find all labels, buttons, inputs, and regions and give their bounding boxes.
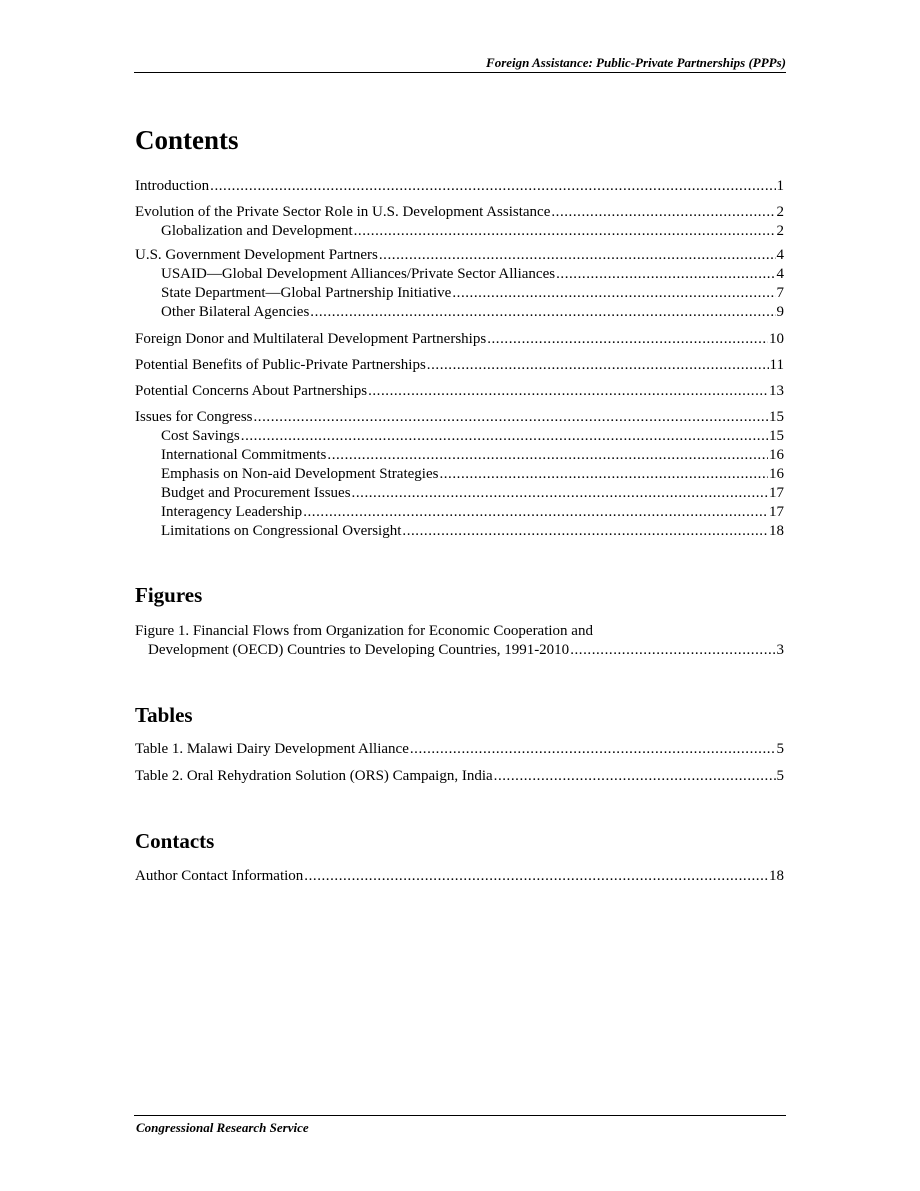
table-entry[interactable]: Table 1. Malawi Dairy Development Alliance . . . 5 [135, 740, 784, 759]
toc-contents [135, 330, 784, 349]
toc-entry[interactable]: USAID—Global Development Alliances/Private Sector Alliances . . . 4 [135, 265, 784, 284]
toc-entry[interactable]: Limitations on Congressional Oversight . . . 18 [135, 522, 784, 541]
contents-heading: Contents [135, 125, 239, 155]
header-rule [134, 72, 786, 73]
footer-rule [134, 1115, 786, 1116]
toc-entry[interactable]: Budget and Procurement Issues . . . 17 [135, 484, 784, 503]
toc-figures [135, 622, 784, 660]
toc-entry[interactable]: International Commitments . . . 16 [135, 446, 784, 465]
running-footer: Congressional Research Service [136, 1120, 309, 1135]
toc-contacts [135, 867, 784, 886]
toc-entry[interactable]: Introduction . . . 1 [135, 177, 784, 196]
toc-entry[interactable]: Foreign Donor and Multilateral Development Partnerships . . . 10 [135, 330, 784, 349]
contacts-heading: Contacts [135, 829, 215, 853]
toc-tables [135, 740, 784, 759]
toc-entry[interactable]: Emphasis on Non-aid Development Strategies . . . 16 [135, 465, 784, 484]
toc-entry[interactable]: State Department—Global Partnership Initiative . . . 7 [135, 284, 784, 303]
toc-entry[interactable]: Potential Benefits of Public-Private Partnerships . . . 11 [135, 356, 784, 375]
toc-contents [135, 177, 784, 196]
toc-entry[interactable]: Globalization and Development . . . 2 [135, 222, 784, 241]
toc-entry[interactable]: Evolution of the Private Sector Role in U.S. Development Assistance . . . 2 [135, 203, 784, 222]
toc-tables [135, 767, 784, 786]
toc-entry[interactable]: Interagency Leadership . . . 17 [135, 503, 784, 522]
figure-entry[interactable]: Figure 1. Financial Flows from Organization for Economic Cooperation and Development (OECD) Countries to Developing Countries, 1991-2010 . . . 3 [135, 622, 784, 660]
tables-heading: Tables [135, 703, 193, 727]
toc-contents [135, 246, 784, 322]
toc-entry[interactable]: U.S. Government Development Partners . . . 4 [135, 246, 784, 265]
toc-entry[interactable]: Other Bilateral Agencies . . . 9 [135, 303, 784, 322]
running-header: Foreign Assistance: Public-Private Partnerships (PPPs) [486, 55, 786, 70]
toc-contents [135, 408, 784, 541]
toc-contents [135, 356, 784, 375]
toc-entry[interactable]: Cost Savings . . . 15 [135, 427, 784, 446]
toc-entry[interactable]: Issues for Congress . . . 15 [135, 408, 784, 427]
table-entry[interactable]: Table 2. Oral Rehydration Solution (ORS) Campaign, India . . . 5 [135, 767, 784, 786]
toc-contents [135, 203, 784, 241]
figures-heading: Figures [135, 583, 203, 607]
toc-contents [135, 382, 784, 401]
toc-entry[interactable]: Potential Concerns About Partnerships . . . 13 [135, 382, 784, 401]
contact-entry[interactable]: Author Contact Information . . . 18 [135, 867, 784, 886]
